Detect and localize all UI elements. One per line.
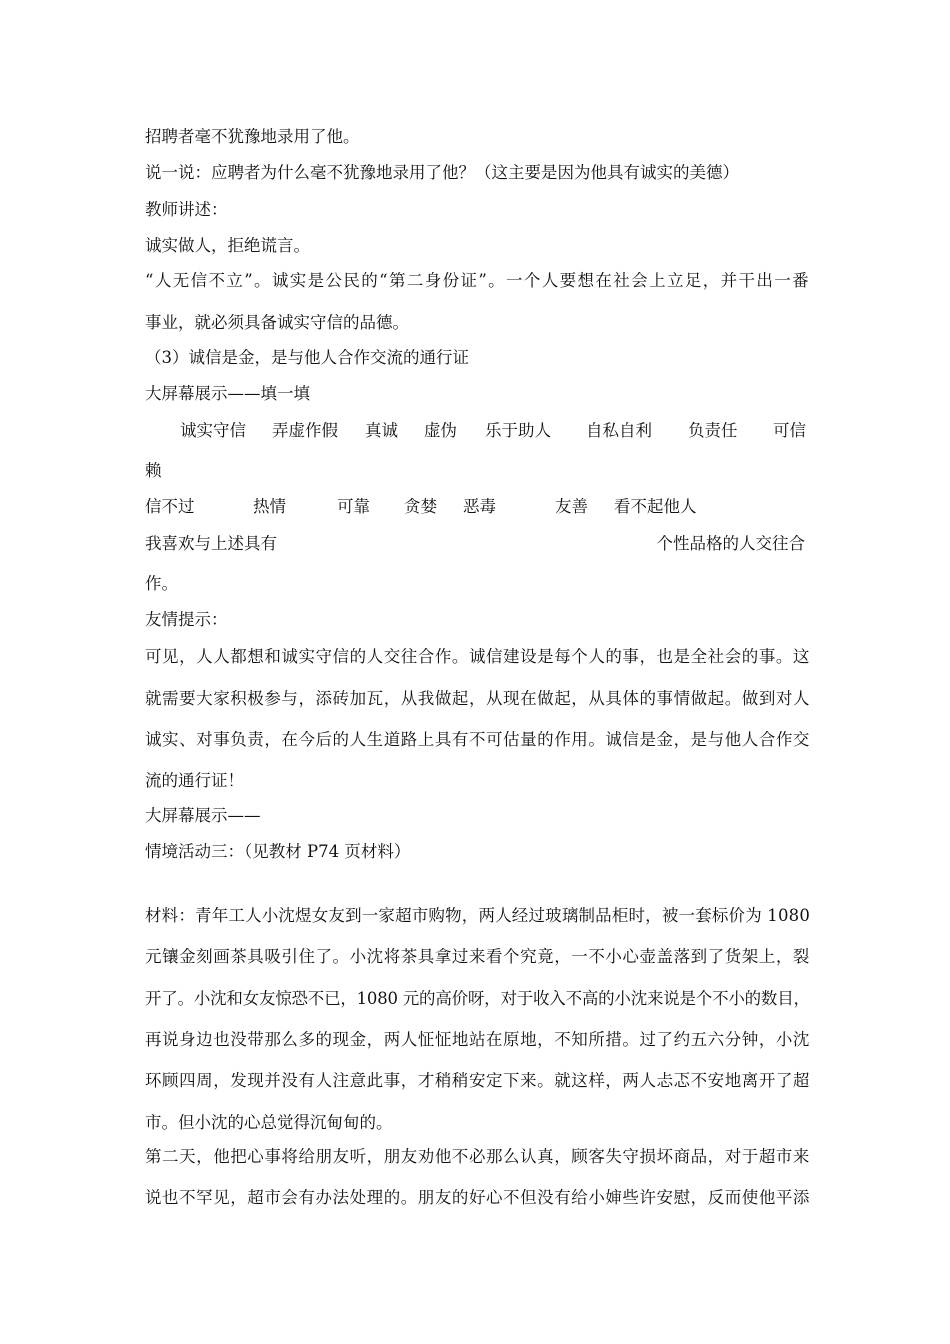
- justified-text: 开了。小沈和女友惊恐不已，1080 元的高价呀，对于收入不高的小沈来说是个不小的数目，: [145, 989, 810, 1008]
- screen-display-fill: 大屏幕展示——填一填: [145, 384, 310, 403]
- word-item: 乐于助人: [485, 421, 551, 440]
- paragraph-teacher-narration: 教师讲述：: [145, 200, 228, 219]
- paragraph-honest-person: 诚实做人，拒绝谎言。: [145, 236, 310, 255]
- word-item: 诚实守信: [180, 421, 246, 440]
- justified-text: 材料：青年工人小沈煜女友到一家超市购物，两人经过玻璃制品柜时，被一套标价为 1080: [145, 906, 810, 925]
- word-item: 贪婪: [404, 497, 437, 516]
- fill-blank-sentence: [145, 533, 810, 555]
- next-day-line-2: [145, 1187, 810, 1209]
- justified-text: 环顾四周，发现并没有人注意此事，才稍稍安定下来。就这样，两人忐忑不安地离开了超: [145, 1071, 810, 1090]
- word-item: 恶毒: [463, 497, 496, 516]
- fill-blank-end: 个性品格的人交往合: [656, 534, 805, 553]
- material-line-4: [145, 1029, 810, 1051]
- word-bank-row-2: [145, 496, 810, 518]
- word-item: 弄虚作假: [272, 421, 338, 440]
- word-item: 热情: [253, 497, 286, 516]
- next-day-line-1: [145, 1146, 810, 1168]
- material-line-6: 市。但小沈的心总觉得沉甸甸的。: [145, 1113, 393, 1132]
- paragraph-trust-line2: 事业，就必须具备诚实守信的品德。: [145, 313, 409, 332]
- tip-line-4: 流的通行证！: [145, 771, 244, 790]
- section-heading-3: （3）诚信是金，是与他人合作交流的通行证: [145, 348, 469, 367]
- fill-blank-wrap: 作。: [145, 574, 178, 593]
- word-item: 虚伪: [424, 421, 457, 440]
- justified-text: 再说身边也没带那么多的现金，两人怔怔地站在原地，不知所措。过了约五六分钟，小沈: [145, 1030, 810, 1049]
- screen-display-heading: 大屏幕展示——: [145, 806, 261, 825]
- word-item: 看不起他人: [614, 497, 697, 516]
- material-line-3: [145, 988, 810, 1010]
- word-item: 信不过: [145, 497, 195, 516]
- justified-text: “人无信不立”。诚实是公民的“第二身份证”。一个人要想在社会上立足，并干出一番: [145, 271, 810, 290]
- paragraph-discuss: 说一说：应聘者为什么毫不犹豫地录用了他？（这主要是因为他具有诚实的美德）: [145, 163, 739, 182]
- activity-three-heading: 情境活动三：（见教材 P74 页材料）: [145, 842, 411, 861]
- word-bank-row-1: [145, 420, 810, 442]
- justified-text: 元镶金刻画茶具吸引住了。小沈将茶具拿过来看个究竟，一不小心壶盖落到了货架上，裂: [145, 947, 810, 966]
- word-item: 可靠: [337, 497, 370, 516]
- justified-text: 说也不罕见，超市会有办法处理的。朋友的好心不但没有给小婶些许安慰，反而使他平添: [145, 1188, 810, 1207]
- justified-text: 第二天，他把心事将给朋友听，朋友劝他不必那么认真，顾客失守损坏商品，对于超市来: [145, 1147, 810, 1166]
- word-item: 真诚: [365, 421, 398, 440]
- justified-text: 诚实、对事负责，在今后的人生道路上具有不可估量的作用。诚信是金，是与他人合作交: [145, 730, 810, 749]
- word-bank-wrap: 赖: [145, 461, 162, 480]
- material-line-5: [145, 1070, 810, 1092]
- word-item: 友善: [555, 497, 588, 516]
- paragraph-hired: 招聘者毫不犹豫地录用了他。: [145, 127, 360, 146]
- paragraph-trust-line1: [145, 270, 810, 292]
- friendly-tip-heading: 友情提示：: [145, 610, 228, 629]
- material-line-2: [145, 946, 810, 968]
- tip-line-1: [145, 646, 810, 668]
- tip-line-2: [145, 688, 810, 710]
- material-line-1: [145, 905, 810, 927]
- fill-blank-start: 我喜欢与上述具有: [145, 534, 277, 553]
- tip-line-3: [145, 729, 810, 751]
- word-item: 自私自利: [586, 421, 652, 440]
- justified-text: 可见，人人都想和诚实守信的人交往合作。诚信建设是每个人的事，也是全社会的事。这: [145, 647, 810, 666]
- word-item: 负责任: [688, 421, 738, 440]
- word-item: 可信: [773, 421, 806, 440]
- justified-text: 就需要大家积极参与，添砖加瓦，从我做起，从现在做起，从具体的事情做起。做到对人: [145, 689, 810, 708]
